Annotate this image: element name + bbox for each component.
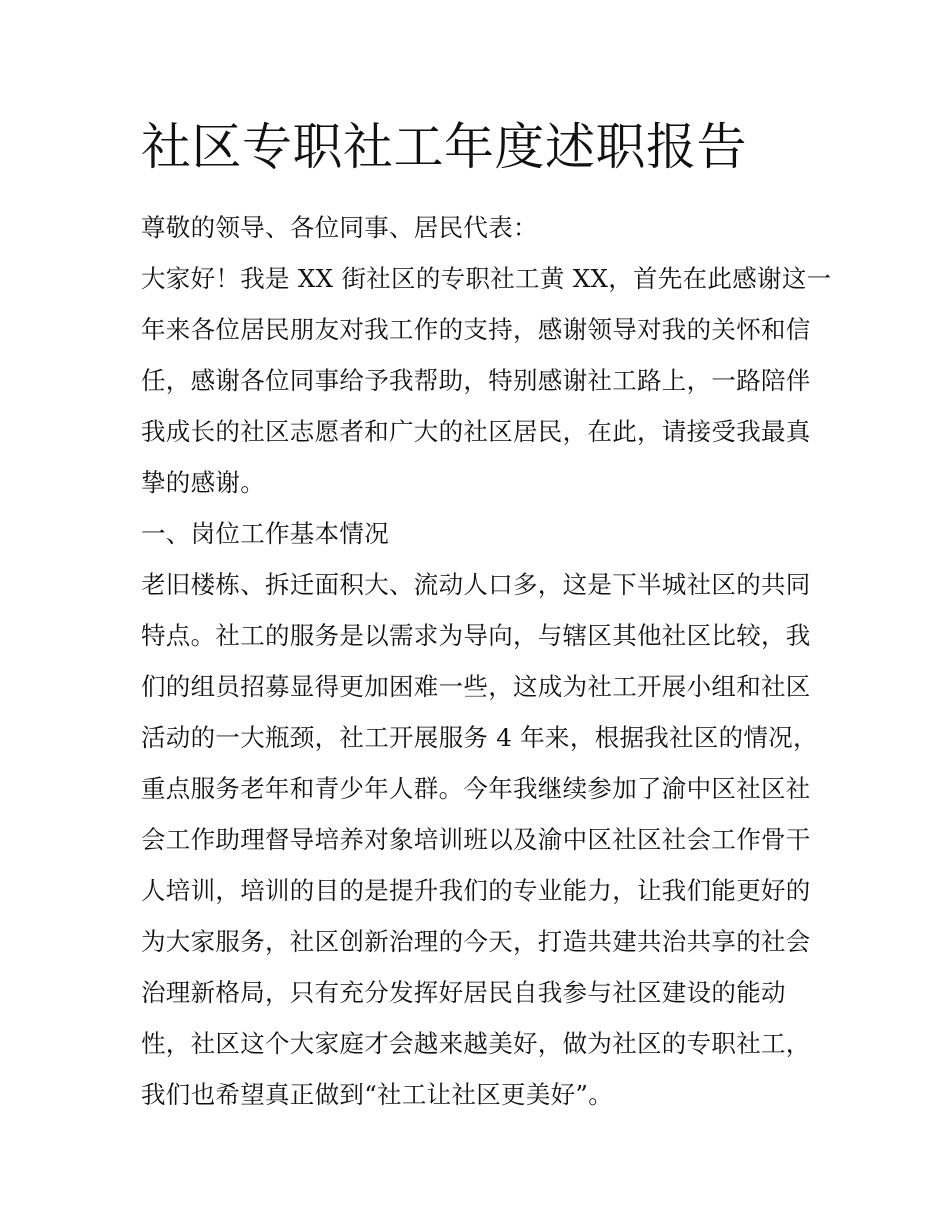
text-line: 为大家服务，社区创新治理的今天，打造共建共治共享的社会 (141, 927, 811, 956)
text-line: 我们也希望真正做到“社工让社区更美好”。 (141, 1080, 614, 1109)
text-line: 挚的感谢。 (141, 468, 265, 497)
text-line: 任，感谢各位同事给予我帮助，特别感谢社工路上，一路陪伴 (141, 366, 811, 395)
text-line: 老旧楼栋、拆迁面积大、流动人口多，这是下半城社区的共同 (141, 570, 811, 599)
text-line: 人培训，培训的目的是提升我们的专业能力，让我们能更好的 (141, 876, 811, 905)
text-line: 重点服务老年和青少年人群。今年我继续参加了渝中区社区社 (141, 774, 811, 803)
salutation-line: 尊敬的领导、各位同事、居民代表： (141, 213, 538, 242)
text-line: 们的组员招募显得更加困难一些，这成为社工开展小组和社区 (141, 672, 811, 701)
text-line: 大家好！我是 XX 街社区的专职社工黄 XX，首先在此感谢这一 (141, 264, 832, 293)
document-body (141, 112, 832, 1120)
text-line: 活动的一大瓶颈，社工开展服务 4 年来，根据我社区的情况， (141, 723, 818, 752)
text-line: 年来各位居民朋友对我工作的支持，感谢领导对我的关怀和信 (141, 315, 811, 344)
text-line: 会工作助理督导培养对象培训班以及渝中区社区社会工作骨干 (141, 825, 811, 854)
text-line: 我成长的社区志愿者和广大的社区居民，在此，请接受我最真 (141, 417, 811, 446)
text-line: 治理新格局，只有充分发挥好居民自我参与社区建设的能动 (141, 978, 786, 1007)
text-line: 性，社区这个大家庭才会越来越美好，做为社区的专职社工， (141, 1029, 811, 1058)
text-line: 特点。社工的服务是以需求为导向，与辖区其他社区比较，我 (141, 621, 811, 650)
section-heading: 一、岗位工作基本情况 (141, 519, 389, 548)
document-title: 社区专职社工年度述职报告 (141, 118, 747, 176)
